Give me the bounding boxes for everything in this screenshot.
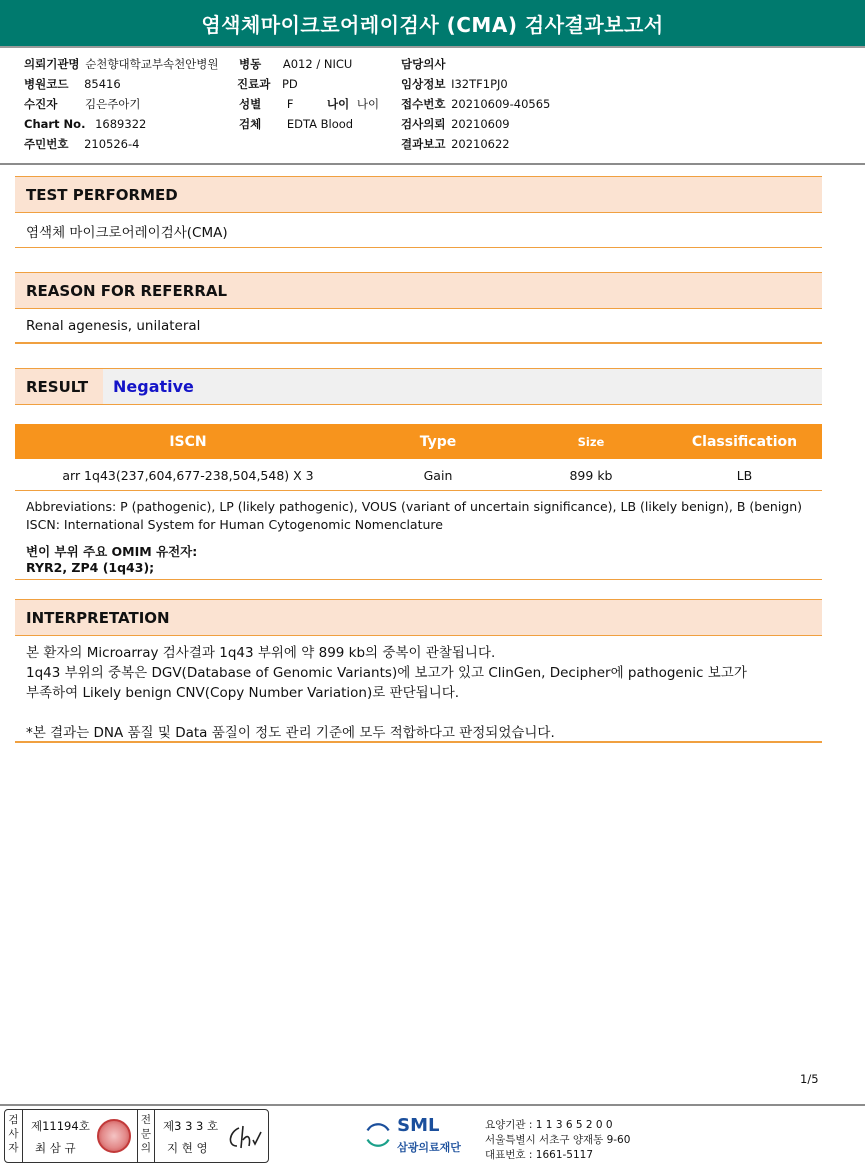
header-label: 병원코드 [24,77,69,91]
header-label: 병동 [239,57,262,71]
report-title-bar [0,0,865,48]
header-value: 85416 [84,77,121,91]
org-info-line: 대표번호 : 1661-5117 [485,1149,594,1161]
omim-genes: RYR2, ZP4 (1q43); [26,560,155,575]
examiner-name: 최 삼 규 [35,1141,76,1155]
header-col-1 [24,54,219,154]
column-header-classification: Classification [691,433,798,450]
cell-classification: LB [736,467,753,483]
header-label: 임상정보 [401,77,446,91]
doctor-name: 지 현 영 [167,1141,208,1155]
result-value: Negative [113,377,194,396]
header-value: 나이 [356,97,380,111]
header-label: 진료과 [237,77,271,91]
reason-heading: REASON FOR REFERRAL [15,272,822,309]
interpretation-note: *본 결과는 DNA 품질 및 Data 품질이 정도 관리 기준에 모두 적합하다고 판정되었습니다. [26,725,555,741]
header-label: 수진자 [24,97,58,111]
page-number: 1/5 [800,1072,819,1086]
section-divider [15,741,822,743]
header-label: 성별 [239,97,262,111]
column-header-iscn: ISCN [169,433,207,450]
abbreviations-text: Abbreviations: P (pathogenic), LP (likely pathogenic), VOUS (variant of uncertain significance), LB (likely benign), B (benign) [26,499,803,514]
header-label: Chart No. [24,117,86,131]
header-divider [0,163,865,165]
sml-logo-icon [363,1115,393,1155]
header-value: 20210609 [451,117,510,131]
header-label: 결과보고 [401,137,446,151]
iscn-definition: ISCN: International System for Human Cytogenomic Nomenclature [26,517,443,532]
sml-logo [363,1113,483,1157]
header-value: F [286,97,294,111]
header-value: PD [281,77,298,91]
header-label: 주민번호 [24,137,69,151]
header-age [327,94,379,114]
table-row [15,460,822,491]
footer-divider [0,1104,865,1106]
result-table-header [15,424,822,459]
cell-iscn: arr 1q43(237,604,677-238,504,548) X 3 [62,467,314,483]
signature-box [4,1109,269,1163]
report-title: 염색체마이크로어레이검사 (CMA) 검사결과보고서 [201,12,664,37]
cell-size: 899 kb [569,467,613,483]
result-label: RESULT [15,369,103,404]
section-divider [15,247,822,248]
column-header-type: Type [419,433,457,450]
header-label: 나이 [327,97,350,111]
section-divider [15,342,822,344]
header-col-3 [401,54,550,154]
header-label: 검체 [239,117,262,131]
header-value: A012 / NICU [282,57,353,71]
examiner-license: 제11194호 [31,1119,90,1133]
interpretation-line: 본 환자의 Microarray 검사결과 1q43 부위에 약 899 kb의 중복이 관찰됩니다. [26,645,496,661]
interpretation-line: 부족하여 Likely benign CNV(Copy Number Variation)로 판단됩니다. [26,685,460,701]
logo-text: SML [397,1115,440,1136]
org-info-line: 서울특별시 서초구 양재동 9-60 [485,1134,631,1146]
header-value: 210526-4 [84,137,140,151]
interpretation-line: 1q43 부위의 중복은 DGV(Database of Genomic Variants)에 보고가 있고 ClinGen, Decipher에 pathogenic 보고가 [26,665,747,681]
test-performed-heading: TEST PERFORMED [15,176,822,213]
header-value: 20210609-40565 [451,97,551,111]
header-label: 담당의사 [401,57,446,71]
doctor-license: 제3 3 3 호 [163,1119,219,1133]
omim-label: 변이 부위 주요 OMIM 유전자: [26,544,198,559]
header-label: 의뢰기관명 [24,57,80,71]
reason-text: Renal agenesis, unilateral [26,318,201,334]
seal-stamp-icon [97,1119,131,1153]
result-row [15,368,822,405]
header-value: 순천향대학교부속천안병원 [85,57,219,71]
header-value: 20210622 [451,137,510,151]
examiner-label: 검사자 [5,1110,23,1162]
logo-subtitle: 삼광의료재단 [397,1141,461,1154]
test-performed-text: 염색체 마이크로어레이검사(CMA) [26,224,228,241]
header-value: 1689322 [95,117,147,131]
org-info-line: 요양기관 : 1 1 3 6 5 2 0 0 [485,1119,613,1131]
section-divider [15,579,822,580]
interpretation-heading: INTERPRETATION [15,599,822,636]
cell-type: Gain [423,467,453,483]
column-header-size: Size [577,434,605,449]
header-value: 김은주아기 [84,97,141,111]
header-value: I32TF1PJ0 [451,77,508,91]
header-label: 접수번호 [401,97,446,111]
signature-icon [225,1122,265,1152]
header-value: EDTA Blood [286,117,354,131]
header-label: 검사의뢰 [401,117,446,131]
doctor-label: 전문의 [137,1110,155,1162]
